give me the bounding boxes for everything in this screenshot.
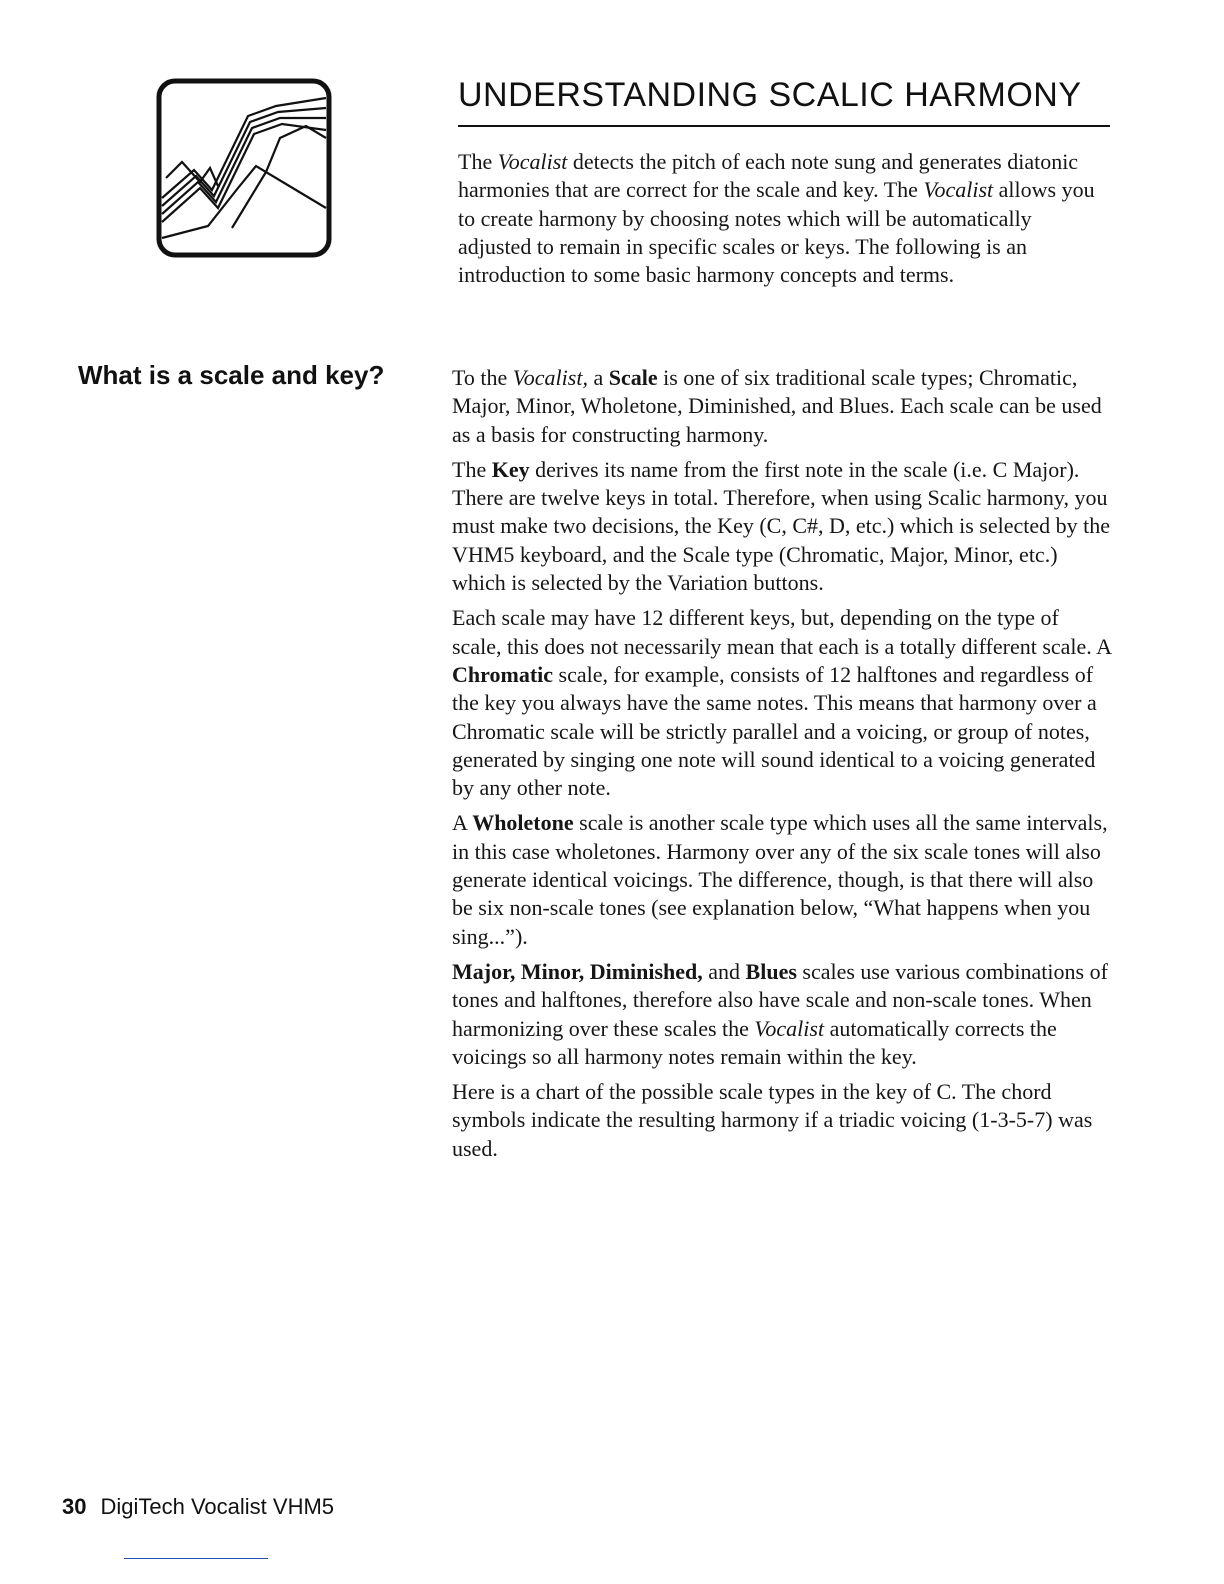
intro-block: [458, 148, 1108, 296]
section-body: [452, 364, 1112, 1170]
page-title: UNDERSTANDING SCALIC HARMONY: [458, 76, 1082, 114]
chromatic-paragraph: Each scale may have 12 different keys, but, depending on the type of scale, this does not necessarily mean that each is a totally different scale. A Chromatic scale, for example, consists of 12 halftones and regardless of the key you always have the same notes. This means that harmony over a Chromatic scale will be strictly parallel and a voicing, or group of notes, generated by singing one note will sound identical to a voicing generated by any other note.: [452, 605, 1111, 801]
page-footer: [62, 1494, 334, 1520]
page-number: 30: [62, 1494, 87, 1519]
major-minor-paragraph: Major, Minor, Diminished, and Blues scales use various combinations of tones and halftones, therefore also have scale and non-scale tones. When harmonizing over these scales the Vocalist automatically corrects the voicings so all harmony notes remain within the key.: [452, 958, 1108, 1069]
scale-paragraph: To the Vocalist, a Scale is one of six traditional scale types; Chromatic, Major, Minor, Wholetone, Diminished, and Blues. Each scale can be used as a basis for constructing harmony.: [452, 365, 1102, 447]
mountain-peaks-icon: [156, 78, 332, 258]
wholetone-paragraph: A Wholetone scale is another scale type which uses all the same intervals, in this case wholetones. Harmony over any of the six scale tones will also generate identical voicings. The difference, though, is that there will also be six non-scale tones (see explanation below, “What happens when you sing...”).: [452, 810, 1108, 949]
product-name: DigiTech Vocalist VHM5: [100, 1494, 335, 1519]
title-underline: [458, 125, 1110, 127]
section-heading: What is a scale and key?: [78, 360, 385, 390]
key-paragraph: The Key derives its name from the first note in the scale (i.e. C Major). There are twelve keys in total. Therefore, when using Scalic harmony, you must make two decisions, the Key (C, C#, D, etc.) which is selected by the VHM5 keyboard, and the Scale type (Chromatic, Major, Minor, etc.) which is selected by the Variation buttons.: [452, 456, 1111, 596]
intro-paragraph: The Vocalist detects the pitch of each note sung and generates diatonic harmonies that are correct for the scale and key. The Vocalist allows you to create harmony by choosing notes which will be automatically adjusted to remain in specific scales or keys. The following is an introduction to some basic harmony concepts and terms.: [458, 149, 1095, 288]
bottom-divider: [124, 1558, 268, 1559]
section-logo: [156, 78, 332, 258]
chart-intro-paragraph: Here is a chart of the possible scale types in the key of C. The chord symbols indicate the resulting harmony if a triadic voicing (1-3-5-7) was used.: [452, 1079, 1093, 1161]
